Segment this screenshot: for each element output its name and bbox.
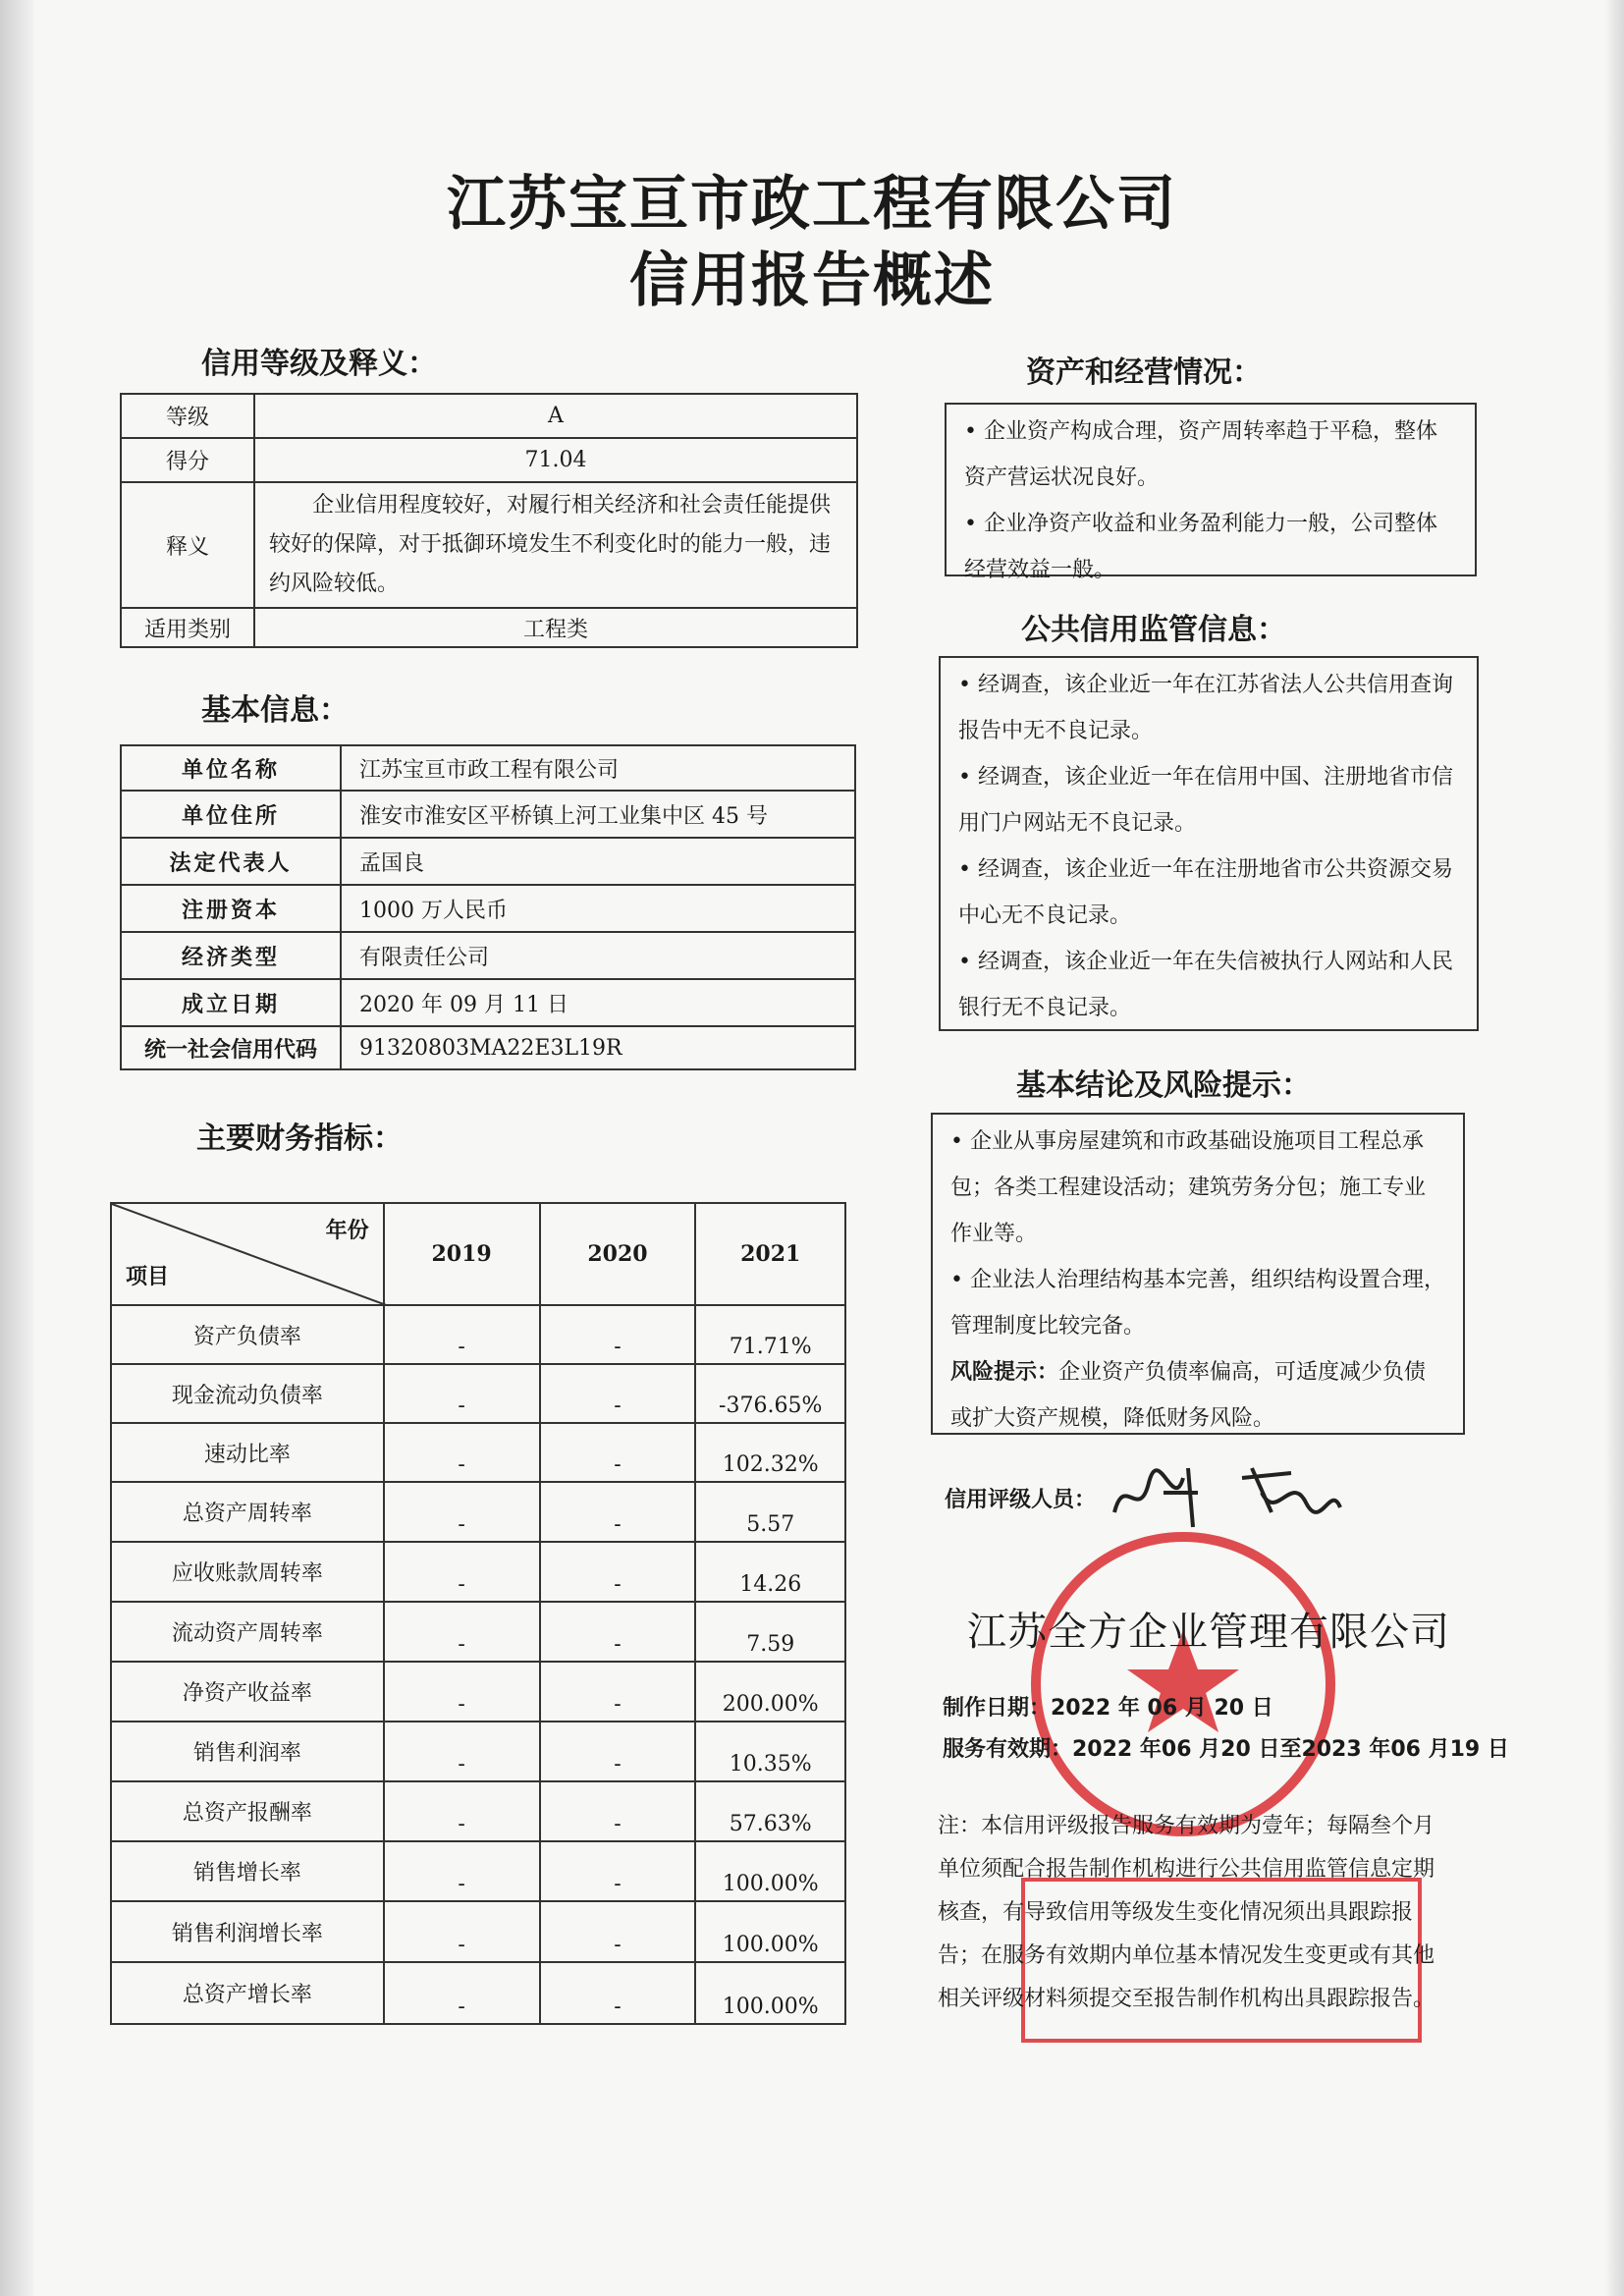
basic-row xyxy=(121,885,855,932)
finance-body xyxy=(111,1305,845,2024)
finance-value-2021: 14.26 xyxy=(695,1542,845,1602)
finance-indicator-label: 流动资产周转率 xyxy=(111,1602,384,1662)
finance-value-2019: - xyxy=(384,1962,540,2024)
supervision-box xyxy=(939,656,1479,1031)
basic-info-heading: 基本信息： xyxy=(201,693,349,728)
finance-value-2020: - xyxy=(540,1602,696,1662)
finance-value-2021: -376.65% xyxy=(695,1364,845,1423)
assets-item: • 企业资产构成合理，资产周转率趋于平稳，整体资产营运状况良好。 xyxy=(964,409,1457,501)
finance-row xyxy=(111,1781,845,1841)
finance-row xyxy=(111,1722,845,1781)
finance-value-2019: - xyxy=(384,1781,540,1841)
finance-row xyxy=(111,1841,845,1901)
finance-value-2021: 100.00% xyxy=(695,1841,845,1901)
finance-value-2019: - xyxy=(384,1364,540,1423)
grade-row xyxy=(121,394,857,438)
finance-value-2021: 102.32% xyxy=(695,1423,845,1482)
finance-value-2021: 5.57 xyxy=(695,1482,845,1542)
finance-row xyxy=(111,1542,845,1602)
finance-value-2020: - xyxy=(540,1662,696,1722)
finance-indicator-label: 销售增长率 xyxy=(111,1841,384,1901)
finance-value-2021: 10.35% xyxy=(695,1722,845,1781)
finance-header-row xyxy=(111,1203,845,1305)
finance-value-2020: - xyxy=(540,1962,696,2024)
valid-period: 服务有效期：2022 年06 月20 日至2023 年06 月19 日 xyxy=(943,1737,1509,1762)
finance-row xyxy=(111,1602,845,1662)
basic-label: 法定代表人 xyxy=(121,838,341,885)
basic-label: 单位名称 xyxy=(121,745,341,791)
finance-indicator-label: 总资产周转率 xyxy=(111,1482,384,1542)
basic-value: 1000 万人民币 xyxy=(341,885,855,932)
year-header: 2021 xyxy=(695,1203,845,1305)
finance-value-2021: 100.00% xyxy=(695,1901,845,1962)
score-value: 71.04 xyxy=(254,438,857,482)
finance-value-2019: - xyxy=(384,1602,540,1662)
basic-label: 经济类型 xyxy=(121,932,341,979)
category-value: 工程类 xyxy=(254,608,857,647)
basic-row xyxy=(121,838,855,885)
finance-value-2020: - xyxy=(540,1901,696,1962)
risk-note xyxy=(950,1349,1445,1442)
supervision-item: • 经调查，该企业近一年在注册地省市公共资源交易中心无不良记录。 xyxy=(958,847,1459,939)
finance-value-2020: - xyxy=(540,1542,696,1602)
supervision-heading: 公共信用监管信息： xyxy=(1021,613,1286,647)
basic-value: 淮安市淮安区平桥镇上河工业集中区 45 号 xyxy=(341,791,855,838)
finance-value-2020: - xyxy=(540,1364,696,1423)
basic-label: 单位住所 xyxy=(121,791,341,838)
finance-indicator-label: 总资产报酬率 xyxy=(111,1781,384,1841)
finance-row xyxy=(111,1482,845,1542)
finance-value-2020: - xyxy=(540,1423,696,1482)
basic-label: 成立日期 xyxy=(121,979,341,1026)
finance-row xyxy=(111,1423,845,1482)
finance-value-2020: - xyxy=(540,1482,696,1542)
explanation-value: 企业信用程度较好，对履行相关经济和社会责任能提供较好的保障，对于抵御环境发生不利变化时的能力一般，违约风险较低。 xyxy=(254,482,857,608)
finance-value-2019: - xyxy=(384,1423,540,1482)
finance-value-2019: - xyxy=(384,1722,540,1781)
finance-value-2021: 7.59 xyxy=(695,1602,845,1662)
year-header: 2020 xyxy=(540,1203,696,1305)
finance-value-2021: 200.00% xyxy=(695,1662,845,1722)
basic-row xyxy=(121,932,855,979)
finance-value-2019: - xyxy=(384,1841,540,1901)
assets-item: • 企业净资产收益和业务盈利能力一般，公司整体经营效益一般。 xyxy=(964,501,1457,593)
finance-indicator-label: 速动比率 xyxy=(111,1423,384,1482)
category-label: 适用类别 xyxy=(121,608,254,647)
finance-indicator-label: 总资产增长率 xyxy=(111,1962,384,2024)
explanation-row xyxy=(121,482,857,608)
grade-heading: 信用等级及释义： xyxy=(201,347,437,381)
finance-value-2019: - xyxy=(384,1901,540,1962)
finance-value-2021: 57.63% xyxy=(695,1781,845,1841)
finance-row xyxy=(111,1962,845,2024)
finance-row xyxy=(111,1305,845,1364)
score-row xyxy=(121,438,857,482)
basic-info-table xyxy=(120,744,856,1070)
finance-value-2021: 100.00% xyxy=(695,1962,845,2024)
basic-label: 统一社会信用代码 xyxy=(121,1026,341,1069)
finance-row xyxy=(111,1901,845,1962)
basic-value: 有限责任公司 xyxy=(341,932,855,979)
finance-value-2020: - xyxy=(540,1781,696,1841)
finance-indicator-label: 销售利润增长率 xyxy=(111,1901,384,1962)
finance-row xyxy=(111,1364,845,1423)
score-label: 得分 xyxy=(121,438,254,482)
conclusion-box xyxy=(931,1113,1465,1435)
supervision-item: • 经调查，该企业近一年在江苏省法人公共信用查询报告中无不良记录。 xyxy=(958,662,1459,754)
supervision-item: • 经调查，该企业近一年在信用中国、注册地省市信用门户网站无不良记录。 xyxy=(958,754,1459,847)
category-row xyxy=(121,608,857,647)
finance-value-2020: - xyxy=(540,1722,696,1781)
risk-text: 企业资产负债率偏高，可适度减少负债或扩大资产规模，降低财务风险。 xyxy=(950,1360,1427,1431)
assets-box xyxy=(945,403,1477,582)
finance-table xyxy=(110,1202,846,2025)
basic-value: 孟国良 xyxy=(341,838,855,885)
finance-value-2019: - xyxy=(384,1482,540,1542)
basic-row xyxy=(121,745,855,791)
rater-label: 信用评级人员： xyxy=(945,1488,1097,1512)
finance-indicator-label: 现金流动负债率 xyxy=(111,1364,384,1423)
finance-value-2021: 71.71% xyxy=(695,1305,845,1364)
basic-row xyxy=(121,979,855,1026)
made-date: 制作日期：2022 年 06 月 20 日 xyxy=(943,1696,1273,1721)
finance-value-2020: - xyxy=(540,1305,696,1364)
finance-indicator-label: 销售利润率 xyxy=(111,1722,384,1781)
finance-value-2019: - xyxy=(384,1662,540,1722)
assets-heading: 资产和经营情况： xyxy=(1026,355,1262,390)
finance-value-2019: - xyxy=(384,1305,540,1364)
finance-corner xyxy=(111,1203,384,1305)
service-note: 注：本信用评级报告服务有效期为壹年；每隔叁个月单位须配合报告制作机构进行公共信用监管信息定期核查，有导致信用等级发生变化情况须出具跟踪报告；在服务有效期内单位基本情况发生变更或有其他相关评级材料须提交至报告制作机构出具跟踪报告。 xyxy=(938,1814,1435,2011)
basic-label: 注册资本 xyxy=(121,885,341,932)
conclusion-heading: 基本结论及风险提示： xyxy=(1016,1068,1311,1103)
basic-row xyxy=(121,791,855,838)
company-seal-stamp xyxy=(1021,1522,1345,1846)
supervision-item: • 经调查，该企业近一年在失信被执行人网站和人民银行无不良记录。 xyxy=(958,939,1459,1031)
grade-value: A xyxy=(254,394,857,438)
conclusion-item: • 企业从事房屋建筑和市政基础设施项目工程总承包；各类工程建设活动；建筑劳务分包；施工专业作业等。 xyxy=(950,1119,1445,1257)
finance-indicator-label: 净资产收益率 xyxy=(111,1662,384,1722)
risk-label: 风险提示： xyxy=(950,1360,1059,1385)
finance-indicator-label: 资产负债率 xyxy=(111,1305,384,1364)
finance-indicator-label: 应收账款周转率 xyxy=(111,1542,384,1602)
basic-value: 2020 年 09 月 11 日 xyxy=(341,979,855,1026)
year-header: 2019 xyxy=(384,1203,540,1305)
basic-value: 江苏宝亘市政工程有限公司 xyxy=(341,745,855,791)
grade-table xyxy=(120,393,858,648)
page-right-shadow xyxy=(1604,0,1624,2296)
document-subtitle: 信用报告概述 xyxy=(629,246,995,315)
finance-row xyxy=(111,1662,845,1722)
issuer-company: 江苏全方企业管理有限公司 xyxy=(967,1610,1450,1655)
finance-heading: 主要财务指标： xyxy=(196,1121,403,1156)
finance-value-2020: - xyxy=(540,1841,696,1901)
basic-row xyxy=(121,1026,855,1069)
page-left-shadow xyxy=(0,0,33,2296)
basic-value: 91320803MA22E3L19R xyxy=(341,1026,855,1069)
conclusion-item: • 企业法人治理结构基本完善，组织结构设置合理，管理制度比较完备。 xyxy=(950,1257,1445,1349)
explanation-label: 释义 xyxy=(121,482,254,608)
corner-year-label: 年份 xyxy=(325,1218,369,1243)
grade-label: 等级 xyxy=(121,394,254,438)
corner-item-label: 项目 xyxy=(126,1264,170,1289)
document-title: 江苏宝亘市政工程有限公司 xyxy=(447,170,1177,239)
finance-value-2019: - xyxy=(384,1542,540,1602)
